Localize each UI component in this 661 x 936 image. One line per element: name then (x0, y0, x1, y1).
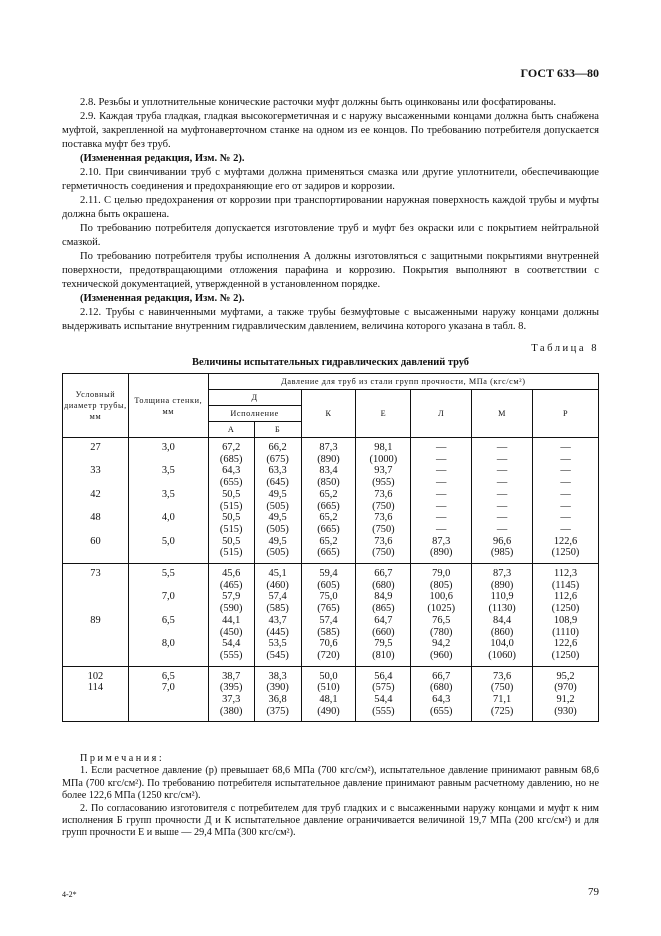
paragraph-2-9: 2.9. Каждая труба гладкая, гладкая высокогерметичная и с наружу высаженными концами должна быть снабжена муфтой, закрепленной на муфтонаверточном станке на одном из ее концов. По требованию потребителя допускается поставка муфт без труб. (62, 111, 599, 150)
cell-group-k: (665) (301, 524, 356, 536)
cell-group-e: (1000) (356, 454, 411, 466)
cell-diameter (63, 627, 129, 639)
cell-group-m: — (472, 477, 533, 489)
header-exec-b: Б (254, 422, 301, 438)
cell-group-l: — (411, 477, 472, 489)
cell-group-m: — (472, 454, 533, 466)
cell-exec-b: (375) (254, 706, 301, 722)
cell-group-r: (1145) (533, 580, 599, 592)
table-title: Величины испытательных гидравлических давлений труб (192, 357, 469, 368)
cell-diameter (63, 454, 129, 466)
cell-exec-a: 54,4 (208, 638, 254, 650)
cell-group-k: 70,6 (301, 638, 356, 650)
cell-exec-a: (380) (208, 706, 254, 722)
cell-thickness (128, 603, 208, 615)
cell-thickness (128, 706, 208, 722)
cell-group-l: — (411, 465, 472, 477)
cell-group-k: (605) (301, 580, 356, 592)
cell-group-k: 65,2 (301, 536, 356, 548)
cell-diameter: 33 (63, 465, 129, 477)
cell-group-r: (1250) (533, 547, 599, 563)
cell-thickness (128, 524, 208, 536)
cell-group-m: — (472, 438, 533, 454)
paragraph-2-11: 2.11. С целью предохранения от коррозии при транспортировании наружная поверхность каждой трубы и муфты должна быть окрашена. (62, 195, 599, 220)
footer-mark: 4-2* (62, 890, 77, 899)
cell-exec-a: (465) (208, 580, 254, 592)
cell-group-m: (1130) (472, 603, 533, 615)
header-exec-a: А (208, 422, 254, 438)
table-row (63, 591, 599, 603)
cell-diameter (63, 603, 129, 615)
cell-group-r: (930) (533, 706, 599, 722)
cell-thickness: 6,5 (128, 666, 208, 682)
cell-exec-a: (515) (208, 547, 254, 563)
cell-exec-b: 53,5 (254, 638, 301, 650)
cell-thickness: 5,5 (128, 564, 208, 580)
cell-group-r: 108,9 (533, 615, 599, 627)
cell-diameter: 73 (63, 564, 129, 580)
cell-exec-b: 63,3 (254, 465, 301, 477)
cell-group-m: — (472, 489, 533, 501)
cell-exec-a: 44,1 (208, 615, 254, 627)
cell-group-l: — (411, 489, 472, 501)
cell-group-e: (750) (356, 524, 411, 536)
cell-group-m: 73,6 (472, 666, 533, 682)
cell-diameter (63, 591, 129, 603)
cell-thickness (128, 454, 208, 466)
table-block (63, 666, 599, 722)
cell-group-e: 56,4 (356, 666, 411, 682)
cell-exec-b: 49,5 (254, 489, 301, 501)
cell-group-k: 59,4 (301, 564, 356, 580)
cell-group-k: (720) (301, 650, 356, 666)
note-item: 2. По согласованию изготовителя с потребителем для труб гладких и с высаженными наружу концами и муфт к ним исполнения Б групп прочности Д и К испытательное давление ограничивается величиной 19,7 МПа (200 кгс/см²) и для групп прочности Е и выше — 29,4 МПа (300 кгс/см²). (62, 802, 599, 839)
cell-diameter (63, 706, 129, 722)
cell-group-e: 98,1 (356, 438, 411, 454)
cell-exec-a: 57,9 (208, 591, 254, 603)
table-row (63, 454, 599, 466)
cell-group-l: (805) (411, 580, 472, 592)
cell-exec-b: 49,5 (254, 536, 301, 548)
header-group-l: Л (411, 390, 472, 438)
cell-group-k: (665) (301, 547, 356, 563)
cell-exec-a: 50,5 (208, 536, 254, 548)
cell-diameter: 102 (63, 666, 129, 682)
cell-group-r: 122,6 (533, 638, 599, 650)
cell-exec-b: 49,5 (254, 512, 301, 524)
cell-thickness: 5,0 (128, 536, 208, 548)
cell-group-e: (810) (356, 650, 411, 666)
cell-group-e: 79,5 (356, 638, 411, 650)
cell-exec-b: 45,1 (254, 564, 301, 580)
table-row (63, 465, 599, 477)
table-row (63, 524, 599, 536)
cell-group-k: (510) 48,1 (301, 682, 356, 705)
cell-group-m: (985) (472, 547, 533, 563)
cell-group-k: (890) (301, 454, 356, 466)
cell-group-r: (1250) (533, 650, 599, 666)
cell-diameter (63, 501, 129, 513)
table-row (63, 489, 599, 501)
header-group-d: Д (208, 390, 301, 406)
cell-exec-a: (555) (208, 650, 254, 666)
notes-title: Примечания: (80, 753, 165, 764)
cell-group-l: (890) (411, 547, 472, 563)
cell-group-r: — (533, 501, 599, 513)
cell-group-r: 95,2 (533, 666, 599, 682)
cell-exec-b: (505) (254, 524, 301, 536)
cell-group-e: 73,6 (356, 536, 411, 548)
cell-thickness (128, 580, 208, 592)
cell-group-l: — (411, 501, 472, 513)
cell-group-e: 66,7 (356, 564, 411, 580)
cell-group-e: 84,9 (356, 591, 411, 603)
cell-exec-a: 50,5 (208, 512, 254, 524)
cell-group-e: (575) 54,4 (356, 682, 411, 705)
cell-exec-a: 38,7 (208, 666, 254, 682)
cell-thickness: 6,5 (128, 615, 208, 627)
cell-group-e: (660) (356, 627, 411, 639)
cell-exec-b: (675) (254, 454, 301, 466)
cell-exec-a: 45,6 (208, 564, 254, 580)
cell-group-m: — (472, 465, 533, 477)
cell-group-m: (860) (472, 627, 533, 639)
cell-group-k: 57,4 (301, 615, 356, 627)
cell-exec-b: 43,7 (254, 615, 301, 627)
cell-group-m: 104,0 (472, 638, 533, 650)
table-block (63, 564, 599, 667)
table-block (63, 438, 599, 564)
cell-exec-a: (515) (208, 501, 254, 513)
paragraph-2-11-coating: По требованию потребителя трубы исполнения А должны изготовляться с защитными покрытиями внутренней поверхности, предотвращающими отложения парафина и коррозию. Покрытия выполняют в соответствии с технической документацией, утвержденной в установленном порядке. (62, 251, 599, 290)
header-group-m: М (472, 390, 533, 438)
cell-group-r: 122,6 (533, 536, 599, 548)
cell-group-m: — (472, 512, 533, 524)
table-row (63, 501, 599, 513)
cell-group-l: 94,2 (411, 638, 472, 650)
cell-group-r: — (533, 438, 599, 454)
table-row (63, 477, 599, 489)
cell-group-e: (865) (356, 603, 411, 615)
cell-exec-a: (590) (208, 603, 254, 615)
table-row (63, 638, 599, 650)
cell-group-r: (1110) (533, 627, 599, 639)
cell-group-r: — (533, 489, 599, 501)
table-row (63, 666, 599, 682)
cell-exec-b: (445) (254, 627, 301, 639)
cell-group-m: — (472, 524, 533, 536)
cell-group-l: — (411, 438, 472, 454)
cell-exec-b: (505) (254, 501, 301, 513)
cell-group-k: 83,4 (301, 465, 356, 477)
table-number: Таблица 8 (531, 343, 599, 354)
cell-group-m: (1060) (472, 650, 533, 666)
table-row (63, 547, 599, 563)
cell-group-m: (750) 71,1 (472, 682, 533, 705)
cell-exec-a: (450) (208, 627, 254, 639)
cell-exec-a: (685) (208, 454, 254, 466)
cell-exec-b: 57,4 (254, 591, 301, 603)
header-group-e: Е (356, 390, 411, 438)
cell-diameter (63, 524, 129, 536)
cell-group-l: (960) (411, 650, 472, 666)
cell-group-k: (765) (301, 603, 356, 615)
table-row (63, 564, 599, 580)
cell-thickness: 7,0 (128, 591, 208, 603)
notes (62, 753, 599, 840)
cell-exec-b: (505) (254, 547, 301, 563)
cell-group-e: (750) (356, 501, 411, 513)
cell-exec-b: (645) (254, 477, 301, 489)
cell-group-m: 110,9 (472, 591, 533, 603)
cell-thickness (128, 650, 208, 666)
pressure-table (62, 373, 599, 722)
cell-group-l: 79,0 (411, 564, 472, 580)
cell-group-l: — (411, 454, 472, 466)
cell-group-r: 112,3 (533, 564, 599, 580)
cell-group-l: — (411, 524, 472, 536)
cell-exec-a: 67,2 (208, 438, 254, 454)
cell-group-l: — (411, 512, 472, 524)
cell-group-l: 100,6 (411, 591, 472, 603)
cell-group-k: 65,2 (301, 512, 356, 524)
amendment-note: (Измененная редакция, Изм. № 2). (80, 153, 245, 164)
amendment-note: (Измененная редакция, Изм. № 2). (80, 293, 245, 304)
note-item: 1. Если расчетное давление (p) превышает 68,6 МПа (700 кгс/см²), испытательное давление принимают равным 68,6 МПа (700 кгс/см²). По требованию потребителя испытательное давление принимают равным расчетному давлению, но не более 122,6 МПа (1250 кгс/см²). (62, 765, 599, 802)
table-row (63, 580, 599, 592)
cell-group-l: 66,7 (411, 666, 472, 682)
table-row (63, 682, 599, 705)
paragraph-2-11-cont: По требованию потребителя допускается изготовление труб и муфт без окраски или с покрытием нейтральной смазкой. (62, 223, 599, 248)
cell-group-r: (1250) (533, 603, 599, 615)
cell-exec-a: (655) (208, 477, 254, 489)
cell-thickness (128, 477, 208, 489)
cell-group-k: 87,3 (301, 438, 356, 454)
header-group-k: К (301, 390, 356, 438)
table-row (63, 706, 599, 722)
cell-exec-b: (460) (254, 580, 301, 592)
table-row (63, 512, 599, 524)
cell-group-k: (850) (301, 477, 356, 489)
cell-group-r: — (533, 524, 599, 536)
cell-group-r: — (533, 465, 599, 477)
cell-group-l: 87,3 (411, 536, 472, 548)
cell-exec-a: 64,3 (208, 465, 254, 477)
header-execution: Исполнение (208, 406, 301, 422)
cell-group-r: — (533, 477, 599, 489)
cell-group-l: (780) (411, 627, 472, 639)
cell-group-k: 75,0 (301, 591, 356, 603)
cell-diameter (63, 477, 129, 489)
cell-group-l: (680) 64,3 (411, 682, 472, 705)
cell-group-r: — (533, 512, 599, 524)
cell-thickness (128, 547, 208, 563)
cell-thickness: 3,5 (128, 465, 208, 477)
cell-diameter: 42 (63, 489, 129, 501)
cell-exec-a: (395) 37,3 (208, 682, 254, 705)
paragraph-2-8: 2.8. Резьбы и уплотнительные конические расточки муфт должны быть оцинкованы или фосфатированы. (80, 97, 556, 108)
cell-group-k: (665) (301, 501, 356, 513)
cell-exec-a: (515) (208, 524, 254, 536)
body-text (62, 96, 599, 334)
cell-group-m: 84,4 (472, 615, 533, 627)
cell-group-e: (555) (356, 706, 411, 722)
standard-header: ГОСТ 633—80 (520, 66, 599, 80)
cell-group-l: (655) (411, 706, 472, 722)
header-thickness: Толщина стенки, мм (128, 374, 208, 438)
cell-group-k: 65,2 (301, 489, 356, 501)
header-group-r: Р (533, 390, 599, 438)
cell-thickness (128, 627, 208, 639)
cell-group-m: — (472, 501, 533, 513)
cell-group-l: 76,5 (411, 615, 472, 627)
table-row (63, 627, 599, 639)
cell-exec-b: 38,3 (254, 666, 301, 682)
cell-diameter: 27 (63, 438, 129, 454)
cell-exec-a: 50,5 (208, 489, 254, 501)
cell-group-e: (680) (356, 580, 411, 592)
cell-thickness: 7,0 (128, 682, 208, 705)
cell-group-r: 112,6 (533, 591, 599, 603)
table-row (63, 603, 599, 615)
cell-group-e: 64,7 (356, 615, 411, 627)
paragraph-2-12: 2.12. Трубы с навинченными муфтами, а также трубы безмуфтовые с высаженными наружу концами должны выдерживать испытание внутренним гидравлическим давлением, величина которого указана в табл. 8. (62, 307, 599, 332)
cell-diameter (63, 580, 129, 592)
cell-diameter: 60 (63, 536, 129, 548)
cell-group-m: 87,3 (472, 564, 533, 580)
cell-group-e: (750) (356, 547, 411, 563)
cell-group-k: (490) (301, 706, 356, 722)
cell-exec-b: 66,2 (254, 438, 301, 454)
cell-thickness (128, 501, 208, 513)
header-pressure: Давление для труб из стали групп прочности, МПа (кгс/см²) (208, 374, 598, 390)
page-number: 79 (588, 886, 599, 898)
cell-exec-b: (545) (254, 650, 301, 666)
cell-group-e: (955) (356, 477, 411, 489)
cell-diameter (63, 650, 129, 666)
table-row (63, 615, 599, 627)
cell-group-e: 73,6 (356, 512, 411, 524)
cell-diameter: 89 (63, 615, 129, 627)
cell-group-e: 73,6 (356, 489, 411, 501)
cell-group-m: 96,6 (472, 536, 533, 548)
table-row (63, 536, 599, 548)
cell-exec-b: (390) 36,8 (254, 682, 301, 705)
paragraph-2-10: 2.10. При свинчивании труб с муфтами должна применяться смазка или другие уплотнители, обеспечивающие герметичность соединения и предохраняющие его от задиров и коррозии. (62, 167, 599, 192)
cell-thickness: 8,0 (128, 638, 208, 650)
cell-group-k: (585) (301, 627, 356, 639)
cell-thickness: 4,0 (128, 512, 208, 524)
cell-diameter: 48 (63, 512, 129, 524)
cell-exec-b: (585) (254, 603, 301, 615)
table-row (63, 650, 599, 666)
cell-group-k: 50,0 (301, 666, 356, 682)
cell-group-r: (970) 91,2 (533, 682, 599, 705)
cell-group-m: (890) (472, 580, 533, 592)
cell-group-r: — (533, 454, 599, 466)
cell-group-m: (725) (472, 706, 533, 722)
table-row (63, 438, 599, 454)
cell-diameter (63, 638, 129, 650)
cell-thickness: 3,5 (128, 489, 208, 501)
cell-diameter (63, 547, 129, 563)
cell-diameter: 114 (63, 682, 129, 705)
cell-thickness: 3,0 (128, 438, 208, 454)
header-diameter: Условный диаметр трубы, мм (63, 374, 129, 438)
cell-group-l: (1025) (411, 603, 472, 615)
cell-group-e: 93,7 (356, 465, 411, 477)
